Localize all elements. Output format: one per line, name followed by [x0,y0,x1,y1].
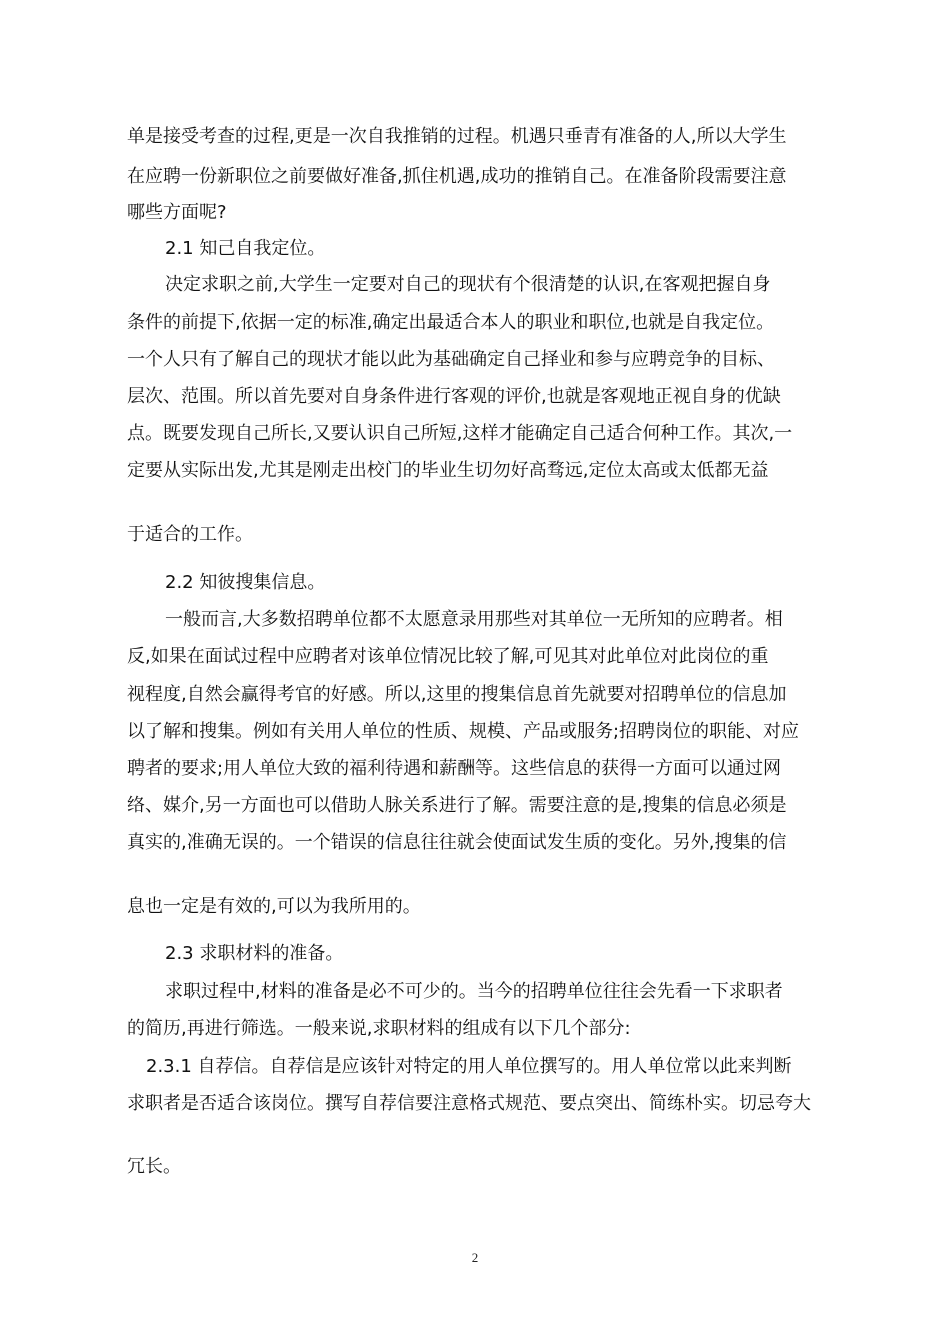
paragraph-line: 单是接受考查的过程,更是一次自我推销的过程。机遇只垂青有准备的人,所以大学生 [127,126,787,147]
section-heading: 2.3 求职材料的准备。 [165,943,344,964]
paragraph-line: 于适合的工作。 [127,524,253,545]
paragraph-line: 层次、范围。所以首先要对自身条件进行客观的评价,也就是客观地正视自身的优缺 [127,386,781,407]
paragraph-line: 在应聘一份新职位之前要做好准备,抓住机遇,成功的推销自己。在准备阶段需要注意 [127,166,787,187]
paragraph-line: 聘者的要求;用人单位大致的福利待遇和薪酬等。这些信息的获得一方面可以通过网 [127,758,782,779]
paragraph-line: 决定求职之前,大学生一定要对自己的现状有个很清楚的认识,在客观把握自身 [165,274,771,295]
paragraph-line: 真实的,准确无误的。一个错误的信息往往就会使面试发生质的变化。另外,搜集的信 [127,832,787,853]
paragraph-line: 冗长。 [127,1156,181,1177]
paragraph-line: 的简历,再进行筛选。一般来说,求职材料的组成有以下几个部分: [127,1018,631,1039]
paragraph-line: 哪些方面呢? [127,202,227,223]
section-heading: 2.1 知己自我定位。 [165,238,326,259]
section-heading: 2.2 知彼搜集信息。 [165,572,326,593]
subsection-heading: 2.3.1 自荐信。自荐信是应该针对特定的用人单位撰写的。用人单位常以此来判断 [146,1056,792,1077]
paragraph-line: 以了解和搜集。例如有关用人单位的性质、规模、产品或服务;招聘岗位的职能、对应 [127,721,800,742]
paragraph-line: 点。既要发现自己所长,又要认识自己所短,这样才能确定自己适合何种工作。其次,一 [127,423,793,444]
paragraph-line: 一个人只有了解自己的现状才能以此为基础确定自己择业和参与应聘竞争的目标、 [127,349,775,370]
paragraph-line: 求职过程中,材料的准备是必不可少的。当今的招聘单位往往会先看一下求职者 [165,981,783,1002]
paragraph-line: 息也一定是有效的,可以为我所用的。 [127,896,421,917]
paragraph-line: 反,如果在面试过程中应聘者对该单位情况比较了解,可见其对此单位对此岗位的重 [127,646,769,667]
paragraph-line: 视程度,自然会赢得考官的好感。所以,这里的搜集信息首先就要对招聘单位的信息加 [127,684,787,705]
paragraph-line: 定要从实际出发,尤其是刚走出校门的毕业生切勿好高骛远,定位太高或太低都无益 [127,460,769,481]
paragraph-line: 络、媒介,另一方面也可以借助人脉关系进行了解。需要注意的是,搜集的信息必须是 [127,795,787,816]
paragraph-line: 条件的前提下,依据一定的标准,确定出最适合本人的职业和职位,也就是自我定位。 [127,312,775,333]
page-number: 2 [471,1250,479,1265]
paragraph-line: 求职者是否适合该岗位。撰写自荐信要注意格式规范、要点突出、简练朴实。切忌夸大 [127,1093,811,1114]
paragraph-line: 一般而言,大多数招聘单位都不太愿意录用那些对其单位一无所知的应聘者。相 [165,609,783,630]
